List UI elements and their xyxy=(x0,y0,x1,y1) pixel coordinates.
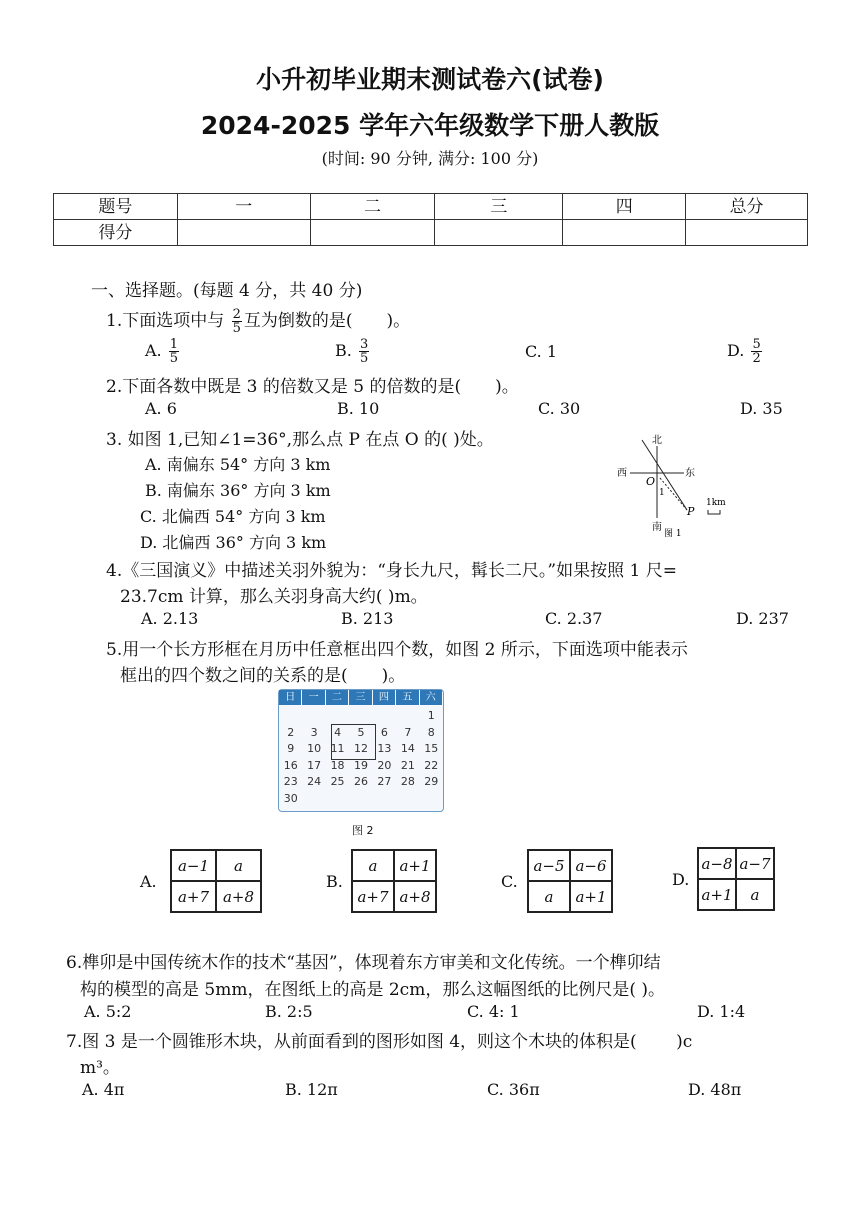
calendar-day xyxy=(373,791,396,808)
option-a-grid[interactable]: a−1 a a+7 a+8 xyxy=(170,849,262,913)
question-6-line2: 构的模型的高是 5mm，在图纸上的高是 2cm，那么这幅图纸的比例尺是( )。 xyxy=(80,980,665,1000)
calendar-day xyxy=(420,791,443,808)
calendar-day: 25 xyxy=(330,775,345,789)
calendar-day: 4 xyxy=(334,725,342,739)
calendar-day xyxy=(279,708,302,725)
option-a-label[interactable]: A. xyxy=(140,872,157,891)
option-c[interactable]: C. 36π xyxy=(487,1080,540,1099)
question-7-line1: 7.图 3 是一个圆锥形木块，从前面看到的图形如图 4，则这个木块的体积是( )c xyxy=(66,1032,693,1052)
question-1 xyxy=(106,306,410,335)
table-cell: 题号 xyxy=(54,194,178,220)
calendar-day: 11 xyxy=(330,742,345,756)
score-input-cell[interactable] xyxy=(177,220,310,246)
weekday-label: 四 xyxy=(373,690,395,705)
option-a[interactable]: A. 2.13 xyxy=(141,609,199,628)
score-input-cell[interactable] xyxy=(435,220,563,246)
score-table-score-row xyxy=(54,220,808,246)
scale-label: 1km xyxy=(706,498,726,508)
calendar-header xyxy=(279,690,443,705)
calendar-day: 14 xyxy=(400,742,415,756)
option-c[interactable]: C. 北偏西 54° 方向 3 km xyxy=(140,507,326,526)
weekday-label: 五 xyxy=(396,690,418,705)
calendar-day: 29 xyxy=(424,775,439,789)
option-d[interactable]: D. 48π xyxy=(688,1080,742,1099)
option-d-label[interactable]: D. xyxy=(672,870,690,889)
calendar-day: 5 xyxy=(357,725,365,739)
calendar-day: 28 xyxy=(400,775,415,789)
option-b[interactable]: B. 12π xyxy=(285,1080,338,1099)
question-7-line2: m³。 xyxy=(80,1058,120,1078)
selection-box xyxy=(331,724,376,760)
exam-subtitle-year: 2024-2025 学年六年级数学下册人教版 xyxy=(200,111,660,140)
calendar-day xyxy=(396,708,419,725)
option-a[interactable]: A. $\frac{1}{5}$ xyxy=(145,337,179,366)
calendar-day xyxy=(302,708,325,725)
calendar-day: 3 xyxy=(310,725,318,739)
question-text: 互为倒数的是( )。 xyxy=(243,311,411,331)
calendar-day: 22 xyxy=(424,758,439,772)
score-input-cell[interactable] xyxy=(563,220,686,246)
exam-time-info: (时间: 90 分钟, 满分: 100 分) xyxy=(321,149,539,168)
option-b-label[interactable]: B. xyxy=(326,872,343,891)
exam-title: 小升初毕业期末测试卷六(试卷) xyxy=(256,65,604,94)
calendar-day xyxy=(326,708,349,725)
calendar-day: 23 xyxy=(283,775,298,789)
question-3: 3. 如图 1,已知∠1=36°,那么点 P 在点 O 的( )处。 xyxy=(106,430,494,450)
calendar-day: 9 xyxy=(287,742,295,756)
calendar-day: 7 xyxy=(404,725,412,739)
north-label: 北 xyxy=(652,435,662,446)
option-a[interactable]: A. 南偏东 54° 方向 3 km xyxy=(145,455,331,474)
calendar-day xyxy=(349,708,372,725)
calendar-day xyxy=(302,791,325,808)
option-a[interactable]: A. 6 xyxy=(145,399,177,418)
option-b[interactable]: B. 213 xyxy=(341,609,394,628)
point-p-label: P xyxy=(687,505,695,518)
calendar-day: 30 xyxy=(283,791,298,805)
option-c[interactable]: C. 4: 1 xyxy=(467,1002,520,1021)
weekday-label: 一 xyxy=(302,690,324,705)
weekday-label: 二 xyxy=(326,690,348,705)
fraction: $\frac{2}{5}$ xyxy=(232,307,241,336)
calendar-day xyxy=(396,791,419,808)
question-text: 1.下面选项中与 xyxy=(106,311,225,331)
option-c[interactable]: C. 2.37 xyxy=(545,609,603,628)
calendar-day: 12 xyxy=(353,742,368,756)
scale-bar xyxy=(708,510,720,514)
score-table xyxy=(53,193,808,246)
weekday-label: 日 xyxy=(279,690,301,705)
calendar-day: 24 xyxy=(307,775,322,789)
option-b[interactable]: B. 2:5 xyxy=(265,1002,313,1021)
calendar-day: 13 xyxy=(377,742,392,756)
option-b-grid[interactable]: a a+1 a+7 a+8 xyxy=(351,849,437,913)
calendar-day xyxy=(326,791,349,808)
compass-figure xyxy=(612,432,742,542)
option-c[interactable]: C. 30 xyxy=(538,399,581,418)
calendar-day: 19 xyxy=(353,758,368,772)
calendar-day: 8 xyxy=(427,725,435,739)
question-2: 2.下面各数中既是 3 的倍数又是 5 的倍数的是( )。 xyxy=(106,377,519,397)
option-a[interactable]: A. 5:2 xyxy=(84,1002,132,1021)
option-a[interactable]: A. 4π xyxy=(82,1080,125,1099)
weekday-label: 六 xyxy=(420,690,442,705)
fraction: $\frac{3}{5}$ xyxy=(359,337,369,366)
question-4-line2: 23.7cm 计算，那么关羽身高大约( )m。 xyxy=(120,587,428,607)
west-label: 西 xyxy=(617,468,627,479)
table-cell: 总分 xyxy=(686,194,808,220)
calendar-day xyxy=(349,791,372,808)
option-c-grid[interactable]: a−5 a−6 a a+1 xyxy=(527,849,613,913)
figure-caption: 图 1 xyxy=(664,529,682,539)
question-6-line1: 6.榫卯是中国传统木作的技术“基因”，体现着东方审美和文化传统。一个榫卯结 xyxy=(66,953,661,973)
east-label: 东 xyxy=(685,468,695,479)
calendar-day: 21 xyxy=(400,758,415,772)
option-d[interactable]: D. 1:4 xyxy=(697,1002,746,1021)
calendar-day: 17 xyxy=(307,758,322,772)
calendar-day: 10 xyxy=(307,742,322,756)
calendar-day: 6 xyxy=(380,725,388,739)
question-5-line2: 框出的四个数之间的关系的是( )。 xyxy=(120,666,406,686)
option-b[interactable]: B. 南偏东 36° 方向 3 km xyxy=(145,481,331,500)
option-b[interactable]: B. 10 xyxy=(337,399,380,418)
calendar-day: 27 xyxy=(377,775,392,789)
table-cell: 得分 xyxy=(54,220,178,246)
calendar-day: 2 xyxy=(287,725,295,739)
table-cell: 一 xyxy=(177,194,310,220)
calendar-figure xyxy=(278,689,444,812)
fraction: $\frac{1}{5}$ xyxy=(169,337,179,366)
calendar-day: 26 xyxy=(353,775,368,789)
section-heading: 一、选择题。(每题 4 分，共 40 分) xyxy=(91,281,363,301)
option-c-label[interactable]: C. xyxy=(501,872,518,891)
fraction: $\frac{5}{2}$ xyxy=(752,337,761,366)
weekday-label: 三 xyxy=(349,690,371,705)
score-table-header-row xyxy=(54,194,808,220)
option-d[interactable]: D. 237 xyxy=(736,609,789,628)
south-label: 南 xyxy=(652,522,662,533)
calendar-day xyxy=(373,708,396,725)
calendar-day: 1 xyxy=(427,709,435,722)
calendar-day: 16 xyxy=(283,758,298,772)
option-d[interactable]: D. $\frac{5}{2}$ xyxy=(727,337,761,366)
score-input-cell[interactable] xyxy=(310,220,435,246)
question-5-line1: 5.用一个长方形框在月历中任意框出四个数，如图 2 所示，下面选项中能表示 xyxy=(106,640,688,660)
point-o-label: O xyxy=(646,475,656,488)
option-c[interactable]: C. 1 xyxy=(525,342,558,361)
figure-caption: 图 2 xyxy=(352,824,374,837)
score-input-cell[interactable] xyxy=(686,220,808,246)
calendar-day: 18 xyxy=(330,758,345,772)
calendar-day: 20 xyxy=(377,758,392,772)
option-b[interactable]: B. $\frac{3}{5}$ xyxy=(335,337,369,366)
option-d[interactable]: D. 35 xyxy=(740,399,783,418)
table-cell: 二 xyxy=(310,194,435,220)
option-d[interactable]: D. 北偏西 36° 方向 3 km xyxy=(140,533,327,552)
calendar-day: 15 xyxy=(424,742,439,756)
angle-label: 1 xyxy=(659,488,665,498)
table-cell: 四 xyxy=(563,194,686,220)
question-4-line1: 4.《三国演义》中描述关羽外貌为：“身长九尺，髯长二尺。”如果按照 1 尺= xyxy=(106,561,677,581)
option-d-grid[interactable]: a−8 a−7 a+1 a xyxy=(697,847,775,911)
table-cell: 三 xyxy=(435,194,563,220)
